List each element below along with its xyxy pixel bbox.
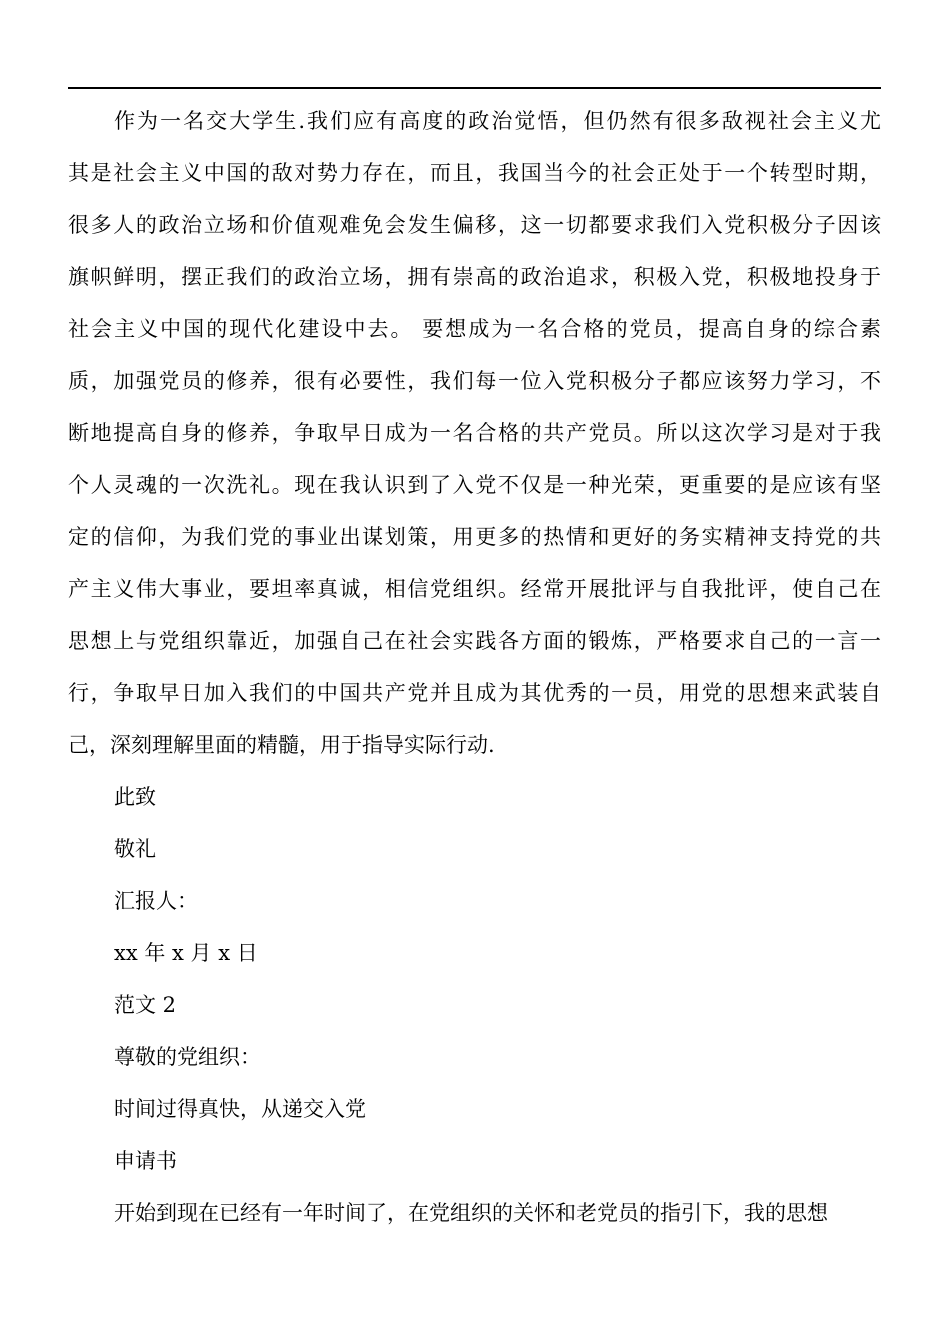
paragraph-line: 思想上与党组织靠近，加强自己在社会实践各方面的锻炼，严格要求自己的一言一: [68, 629, 881, 653]
paragraph-line: 其是社会主义中国的敌对势力存在，而且，我国当今的社会正处于一个转型时期，: [68, 161, 881, 185]
paragraph-line: 旗帜鲜明，摆正我们的政治立场，拥有崇高的政治追求，积极入党，积极地投身于: [68, 265, 881, 289]
paragraph-line: 产主义伟大事业，要坦率真诚，相信党组织。经常开展批评与自我批评，使自己在: [68, 577, 881, 601]
paragraph-line: 断地提高自身的修养，争取早日成为一名合格的共产党员。所以这次学习是对于我: [68, 421, 881, 445]
header-rule: [68, 87, 881, 89]
paragraph-line: 个人灵魂的一次洗礼。现在我认识到了入党不仅是一种光荣，更重要的是应该有坚: [68, 473, 881, 497]
paragraph-line: 质，加强党员的修养，很有必要性，我们每一位入党积极分子都应该努力学习，不: [68, 369, 881, 393]
paragraph-reflection: [68, 95, 881, 771]
body-line-time: 时间过得真快，从递交入党: [114, 1097, 366, 1121]
body-line-application: 申请书: [114, 1149, 177, 1173]
salutation: 尊敬的党组织：: [114, 1045, 261, 1069]
body-line-continuation: 开始到现在已经有一年时间了，在党组织的关怀和老党员的指引下，我的思想: [114, 1201, 828, 1225]
paragraph-line: 作为一名交大学生.我们应有高度的政治觉悟，但仍然有很多敌视社会主义尤: [114, 109, 881, 133]
date-line: xx 年 x 月 x 日: [114, 941, 258, 965]
reporter-label: 汇报人：: [114, 889, 198, 913]
paragraph-line: 己，深刻理解里面的精髓，用于指导实际行动.: [68, 733, 495, 757]
closing-ci-zhi: 此致: [114, 785, 156, 809]
document-body: [68, 95, 881, 1239]
paragraph-line: 社会主义中国的现代化建设中去。 要想成为一名合格的党员，提高自身的综合素: [68, 317, 881, 341]
paragraph-line: 定的信仰，为我们党的事业出谋划策，用更多的热情和更好的务实精神支持党的共: [68, 525, 881, 549]
sample-title: 范文 2: [114, 993, 177, 1017]
paragraph-line: 行，争取早日加入我们的中国共产党并且成为其优秀的一员，用党的思想来武装自: [68, 681, 881, 705]
closing-jing-li: 敬礼: [114, 837, 156, 861]
paragraph-line: 很多人的政治立场和价值观难免会发生偏移，这一切都要求我们入党积极分子因该: [68, 213, 881, 237]
